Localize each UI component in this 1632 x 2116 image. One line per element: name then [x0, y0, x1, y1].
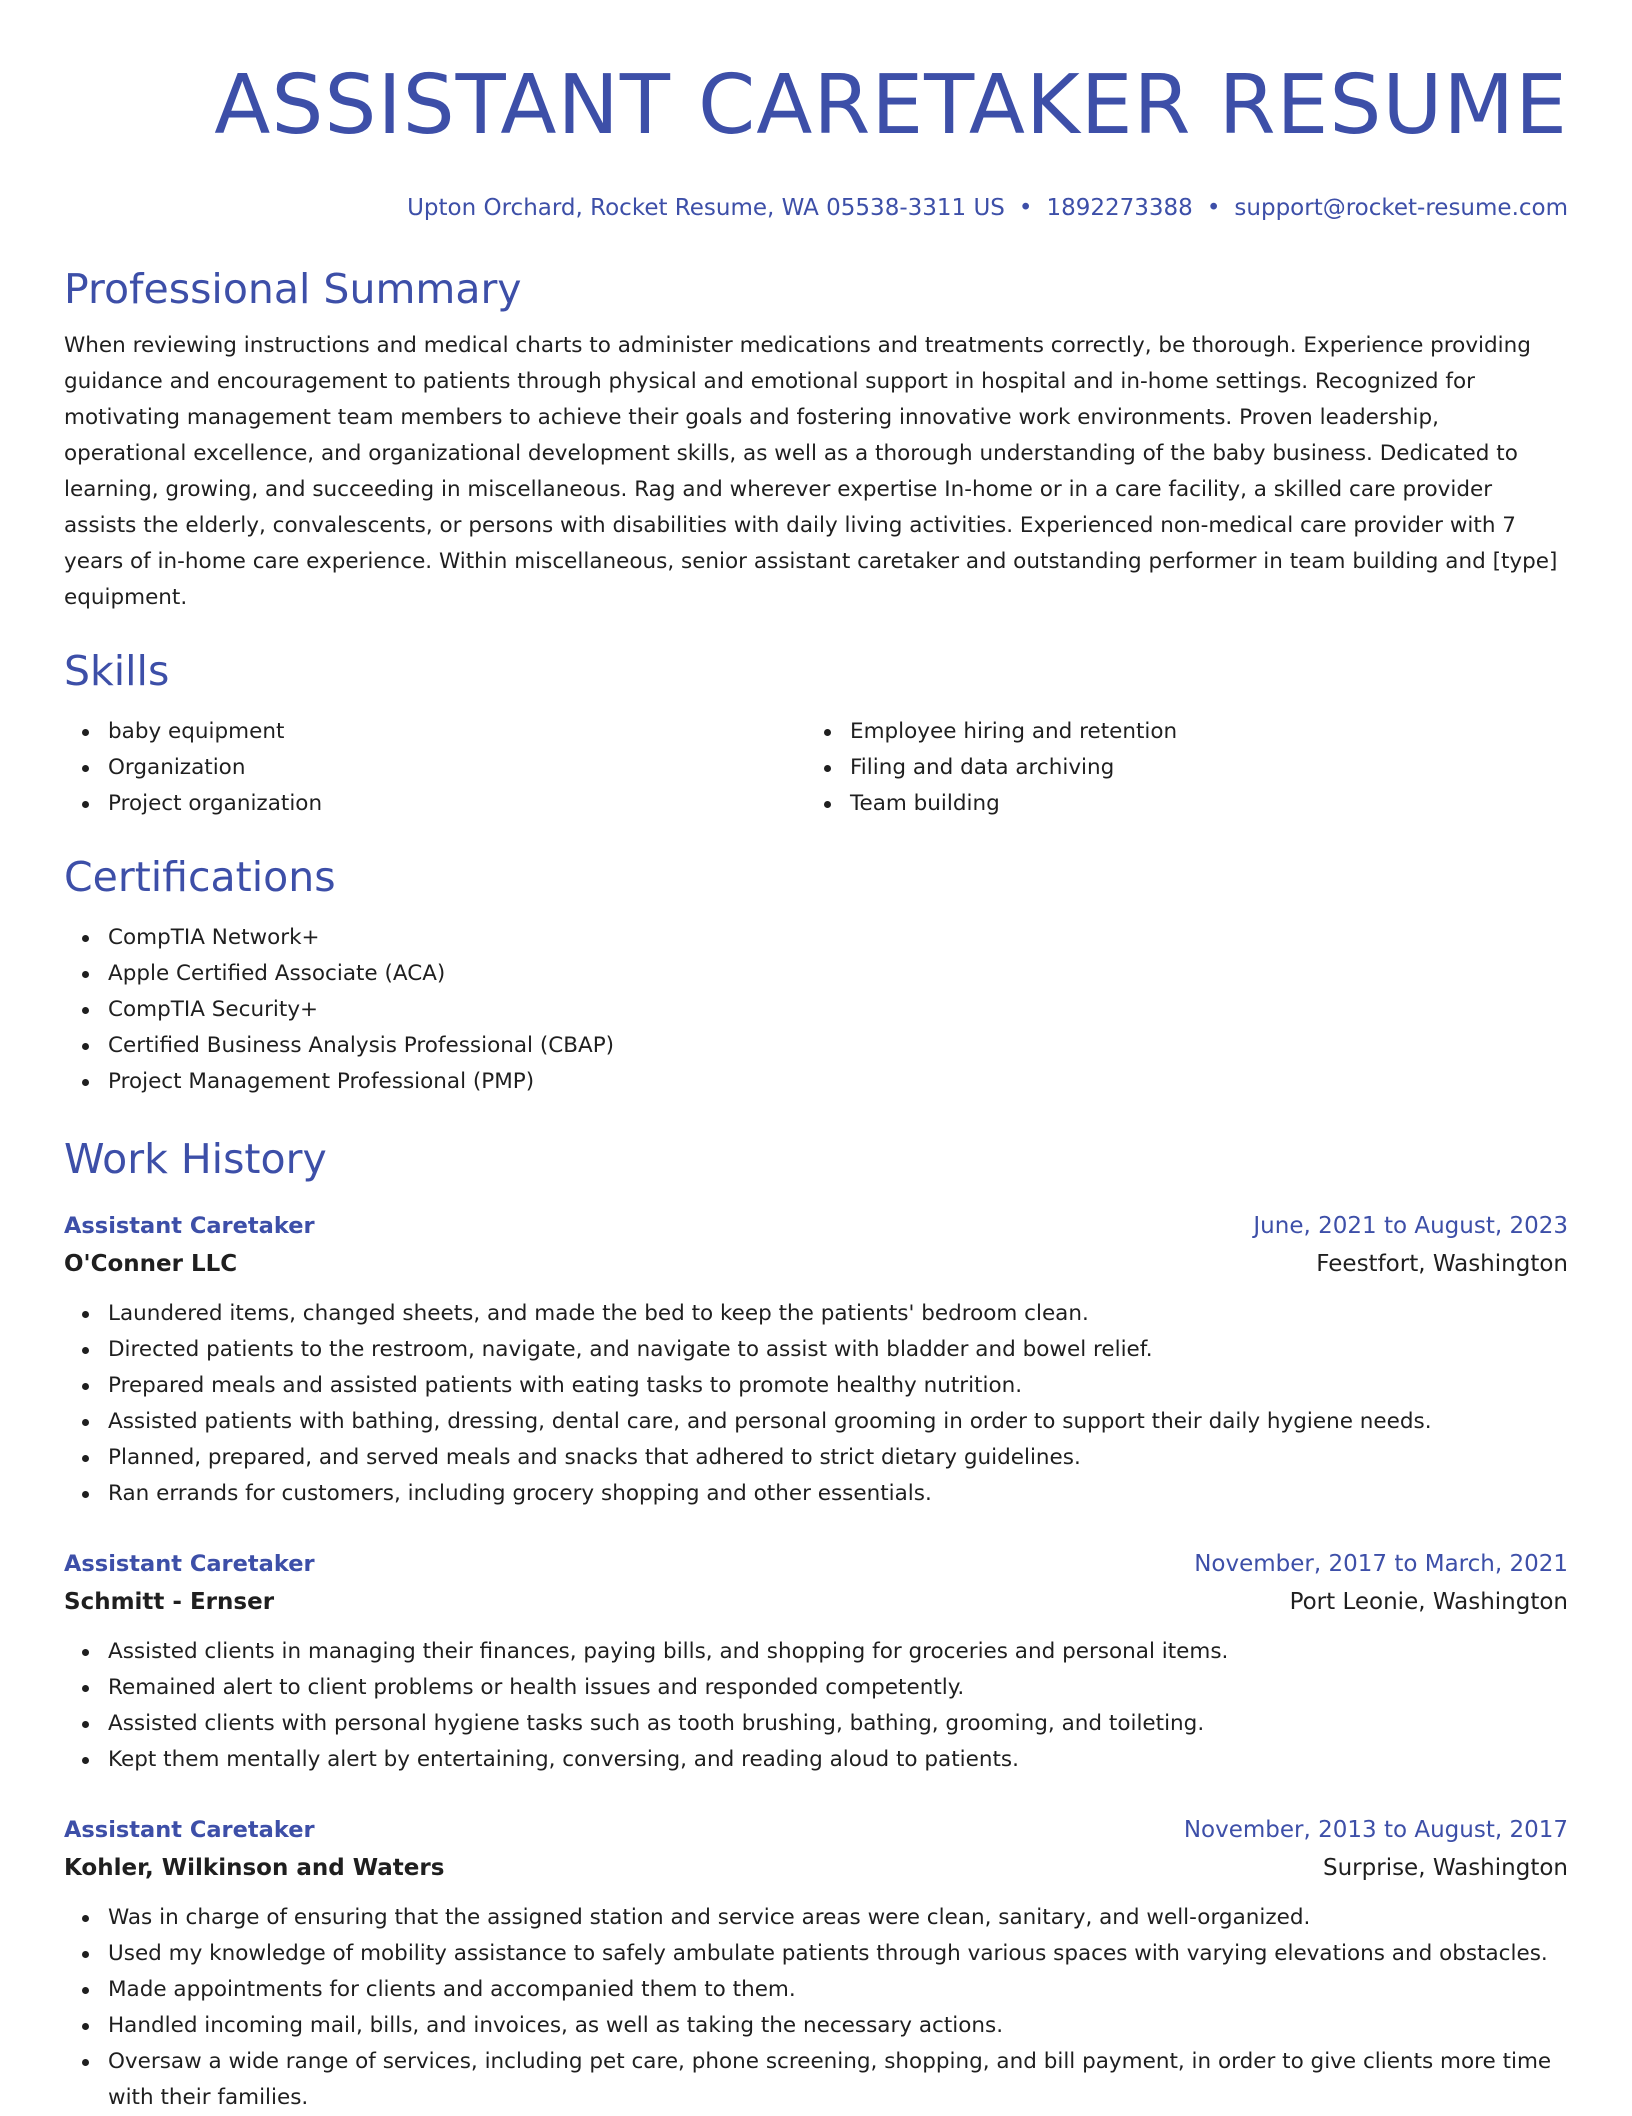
skills-heading: Skills [64, 647, 170, 695]
work-history-heading: Work History [64, 1135, 327, 1183]
job-duty-item: Assisted clients with personal hygiene tasks such as tooth brushing, bathing, grooming, and toileting. [64, 1706, 1568, 1742]
job-duty-item: Assisted patients with bathing, dressing, dental care, and personal grooming in order to support their daily hygiene needs. [64, 1404, 1568, 1440]
job-duty-item: Ran errands for customers, including grocery shopping and other essentials. [64, 1476, 1568, 1512]
job-title: Assistant Caretaker [64, 1213, 315, 1239]
job-title: Assistant Caretaker [64, 1817, 315, 1843]
job-duty-item: Assisted clients in managing their finances, paying bills, and shopping for groceries and personal items. [64, 1634, 1568, 1670]
job-company: Schmitt - Ernser [64, 1589, 275, 1615]
job-company-row [64, 1244, 1568, 1284]
job-dates: November, 2017 to March, 2021 [1194, 1551, 1568, 1577]
job-title-row [64, 1812, 1568, 1848]
job-company: O'Conner LLC [64, 1251, 238, 1277]
job-duty-item: Oversaw a wide range of services, including pet care, phone screening, shopping, and bill payment, in order to give clients more time with their families. [64, 2044, 1568, 2116]
job-company-row [64, 1848, 1568, 1888]
job-location: Port Leonie, Washington [1289, 1589, 1568, 1615]
job-entry [64, 1546, 1568, 1778]
job-entry [64, 1208, 1568, 1512]
job-location: Feestfort, Washington [1316, 1251, 1568, 1277]
job-duty-item: Directed patients to the restroom, navigate, and navigate to assist with bladder and bowel relief. [64, 1332, 1568, 1368]
job-company: Kohler, Wilkinson and Waters [64, 1855, 445, 1881]
contact-separator: • [1206, 195, 1221, 221]
summary-heading: Professional Summary [64, 265, 522, 313]
job-duty-item: Handled incoming mail, bills, and invoices, as well as taking the necessary actions. [64, 2008, 1568, 2044]
skills-right-list [806, 714, 1548, 822]
contact-phone: 1892273388 [1046, 195, 1193, 221]
job-duty-item: Remained alert to client problems or health issues and responded competently. [64, 1670, 1568, 1706]
skills-grid [64, 714, 1568, 822]
job-location: Surprise, Washington [1323, 1855, 1568, 1881]
certification-item: Apple Certified Associate (ACA) [64, 956, 1568, 992]
job-title-row [64, 1546, 1568, 1582]
certifications-heading: Certifications [64, 853, 336, 901]
job-duty-item: Prepared meals and assisted patients with eating tasks to promote healthy nutrition. [64, 1368, 1568, 1404]
skill-item: Team building [806, 786, 1548, 822]
skill-item: Employee hiring and retention [806, 714, 1548, 750]
contact-line [64, 192, 1568, 224]
certification-item: Certified Business Analysis Professional (CBAP) [64, 1028, 1568, 1064]
job-duty-item: Used my knowledge of mobility assistance to safely ambulate patients through various spaces with varying elevations and obstacles. [64, 1936, 1568, 1972]
skill-item: Organization [64, 750, 806, 786]
skills-left-list [64, 714, 806, 822]
job-duty-item: Was in charge of ensuring that the assigned station and service areas were clean, sanitary, and well-organized. [64, 1900, 1568, 1936]
skill-item: Filing and data archiving [806, 750, 1548, 786]
job-duties-list [64, 1900, 1568, 2116]
job-entry [64, 1812, 1568, 2116]
job-duties-list [64, 1296, 1568, 1512]
job-title-row [64, 1208, 1568, 1244]
job-duty-item: Made appointments for clients and accompanied them to them. [64, 1972, 1568, 2008]
job-duties-list [64, 1634, 1568, 1778]
job-company-row [64, 1582, 1568, 1622]
certification-item: Project Management Professional (PMP) [64, 1064, 1568, 1100]
job-duty-item: Laundered items, changed sheets, and made the bed to keep the patients' bedroom clean. [64, 1296, 1568, 1332]
job-dates: June, 2021 to August, 2023 [1253, 1213, 1568, 1239]
certifications-list [64, 920, 1568, 1100]
job-duty-item: Planned, prepared, and served meals and snacks that adhered to strict dietary guidelines. [64, 1440, 1568, 1476]
certification-item: CompTIA Security+ [64, 992, 1568, 1028]
resume-title: ASSISTANT CARETAKER RESUME [214, 58, 1568, 153]
certification-item: CompTIA Network+ [64, 920, 1568, 956]
contact-email: support@rocket-resume.com [1234, 195, 1568, 221]
summary-text: When reviewing instructions and medical charts to administer medications and treatments correctly, be thorough. Experience providing guidance and encouragement to patients through physical and emotional support in hospital and in-home settings. Recognized for motivating management team members to achieve their goals and fostering innovative work environments. Proven leadership, operational excellence, and organizational development skills, as well as a thorough understanding of the baby business. Dedicated to learning, growing, and succeeding in miscellaneous. Rag and wherever expertise In-home or in a care facility, a skilled care provider assists the elderly, convalescents, or persons with disabilities with daily living activities. Experienced non-medical care provider with 7 years of in-home care experience. Within miscellaneous, senior assistant caretaker and outstanding performer in team building and [type] equipment. [64, 333, 1558, 610]
job-dates: November, 2013 to August, 2017 [1183, 1817, 1568, 1843]
contact-separator: • [1018, 195, 1033, 221]
job-duty-item: Kept them mentally alert by entertaining, conversing, and reading aloud to patients. [64, 1742, 1568, 1778]
skill-item: Project organization [64, 786, 806, 822]
contact-address: Upton Orchard, Rocket Resume, WA 05538-3311 US [407, 195, 1005, 221]
job-title: Assistant Caretaker [64, 1551, 315, 1577]
resume-page [64, 0, 1568, 2116]
skill-item: baby equipment [64, 714, 806, 750]
